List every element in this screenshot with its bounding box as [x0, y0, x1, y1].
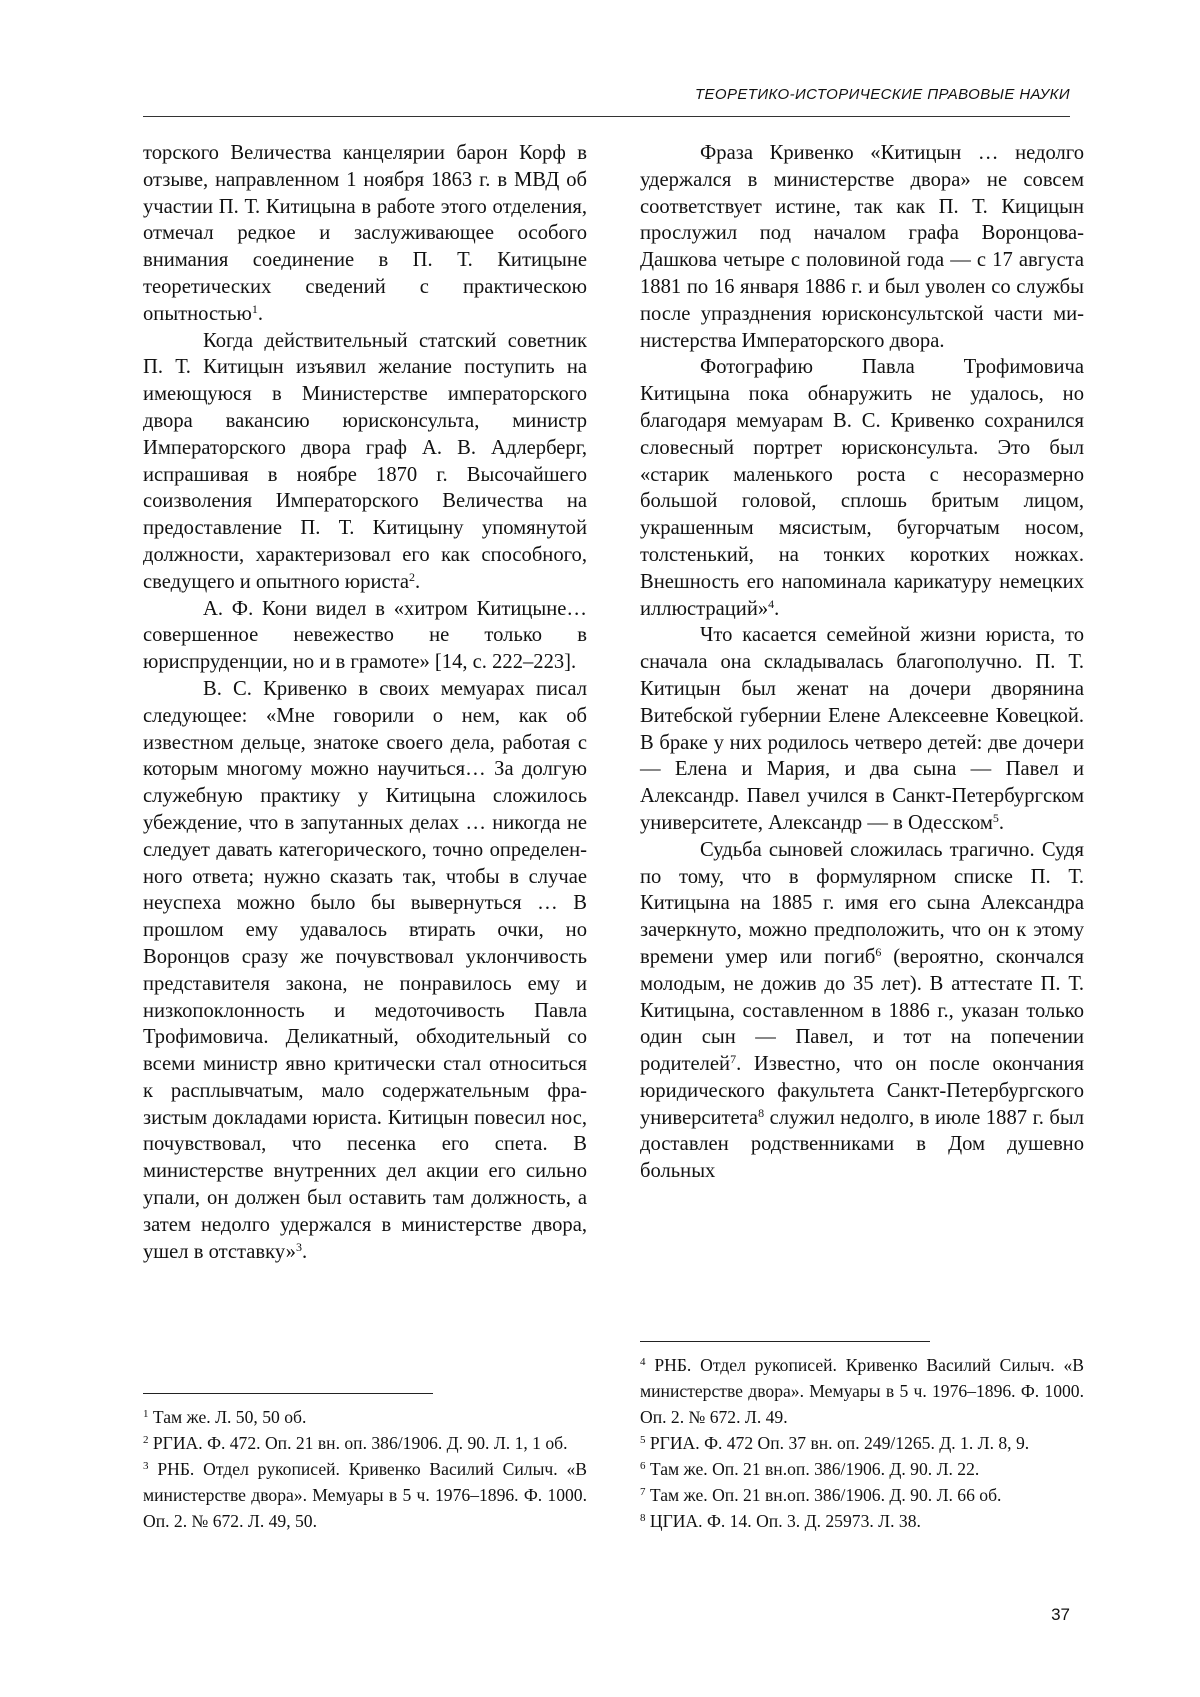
footnote [143, 1404, 587, 1430]
footnote-text: Там же. Л. 50, 50 об. [148, 1407, 307, 1427]
footnote-number: 4 [640, 1356, 646, 1368]
footnote-number: 2 [143, 1434, 149, 1446]
footnote-number: 1 [143, 1408, 149, 1420]
footnote [640, 1456, 1084, 1482]
paragraph-text: Когда действительный статский советник П. Т. Китицын изъявил желание поступить на имеющуюся в Министерстве императорского двора вакансию юрисконсульта, министр Императорского двора граф А. В. Адлерберг, испрашивая в ноябре 1870 г. Высочайшего соизволения Императорского Величества на предоставление П. Т. Китицыну упомянутой должности, характеризовал его как способного, сведущего и опытного юриста [143, 329, 587, 593]
footnote [640, 1352, 1084, 1430]
paragraph [640, 622, 1084, 836]
left-column [143, 140, 587, 1265]
page-number: 37 [1051, 1605, 1070, 1624]
paragraph [143, 676, 587, 1266]
footnote-text: РГИА. Ф. 472 Оп. 37 вн. оп. 249/1265. Д. 1. Л. 8, 9. [645, 1433, 1030, 1453]
footnote-text: Там же. Оп. 21 вн.оп. 386/1906. Д. 90. Л. 22. [645, 1459, 980, 1479]
paragraph-text: В. С. Кривенко в своих мемуарах писал следующее: «Мне говорили о нем, как об известном дельце, знатоке своего дела, работая с которым многому можно научиться… За долгую служебную практику у Китицына сложилось убеждение, что в запутанных делах … никогда не следует давать категорического, точно определенного ответа; нужно сказать так, чтобы в случае неуспеха можно было бы вывернуться … В прошлом ему удавалось втирать очки, но Воронцов сразу же почувствовал уклончивость представителя закона, не понравилось ему и низкопоклонность и медоточивость Павла Трофимовича. Деликатный, обходительный со всеми министр явно критически стал относиться к расплывчатым, мало содержательным фразистым докладами юриста. Китицын повесил нос, почувствовал, что песенка его спета. В министерстве внутренних дел акции его сильно упали, он должен был оставить там должность, а затем недолго удержался в министерстве двора, ушел в отставку» [143, 677, 587, 1263]
footnote-number: 6 [640, 1460, 646, 1472]
footnote-text: ЦГИА. Ф. 14. Оп. 3. Д. 25973. Л. 38. [645, 1511, 921, 1531]
footnotes-right [640, 1341, 1084, 1534]
footnote-ref[interactable]: 5 [992, 810, 999, 825]
paragraph-end: . [774, 597, 780, 620]
paragraph [143, 140, 587, 328]
footnote-number: 7 [640, 1486, 646, 1498]
footnote-text: Там же. Оп. 21 вн.оп. 386/1906. Д. 90. Л. 66 об. [645, 1485, 1002, 1505]
paragraph: А. Ф. Кони видел в «хитром Китицыне… совершенное невежество не только в юриспруденции, но и в грамоте» [14, с. 222–223]. [143, 597, 587, 674]
footnote [640, 1482, 1084, 1508]
footnote-ref[interactable]: 8 [758, 1105, 765, 1120]
paragraph-text: торского Величества канцелярии барон Корф в отзыве, направленном 1 ноября 1863 г. в МВД об участии П. Т. Китицына в работе этого отделения, отмечал редкое и заслуживающее особого внимания соединение в П. Т. Китицыне теоретических сведений с практическою опытностью [143, 142, 587, 325]
paragraph-end: . [301, 1240, 308, 1263]
footnote-divider [640, 1341, 930, 1342]
paragraph-end: . [257, 302, 264, 325]
right-column [640, 140, 1084, 1185]
paragraph-end: . [998, 811, 1005, 834]
footnote-divider [143, 1393, 433, 1394]
footnote-ref[interactable]: 2 [409, 569, 416, 584]
footnote-ref[interactable]: 4 [768, 596, 775, 611]
paragraph-end: . [415, 570, 421, 593]
footnote-text: РНБ. Отдел рукописей. Кривенко Василий Силыч. «В министерстве двора». Мемуары в 5 ч. 1976–1896. Ф. 1000. Оп. 2. № 672. Л. 49, 50. [143, 1459, 587, 1531]
paragraph-text: Фотографию Павла Трофимовича Китицына пока обнаружить не удалось, но благодаря мемуарам В. С. Кривенко сохранился словесный портрет юрисконсульта. Это был «старик маленького роста с несоразмерно большой головой, сплошь бритым лицом, украшенным мясистым, бугорчатым носом, толстенький, на тонких коротких ножках. Внешность его напоминала карикатуру немецких иллюстраций» [640, 356, 1084, 620]
footnote-number: 8 [640, 1512, 646, 1524]
footnote-text: РНБ. Отдел рукописей. Кривенко Василий Силыч. «В министерстве двора». Мемуары в 5 ч. 1976–1896. Ф. 1000. Оп. 2. № 672. Л. 49. [640, 1355, 1084, 1427]
footnote-ref[interactable]: 1 [251, 301, 258, 316]
footnote [640, 1508, 1084, 1534]
footnote [143, 1430, 587, 1456]
footnote-text: РГИА. Ф. 472. Оп. 21 вн. оп. 386/1906. Д. 90. Л. 1, 1 об. [148, 1433, 568, 1453]
paragraph-text: Судьба сыновей сложилась трагично. Судя по тому, что в формулярном списке П. Т. Китицына на 1885 г. имя его сына Александра зачеркнуто, можно предположить, что он к этому времени умер или погиб [640, 838, 1084, 968]
running-head: ТЕОРЕТИКО-ИСТОРИЧЕСКИЕ ПРАВОВЫЕ НАУКИ [143, 82, 1070, 117]
footnotes-left [143, 1393, 587, 1534]
paragraph-text: (вероятно, скончался молодым, не дожив до 35 лет). В аттестате П. Т. Китицына, составленном в 1886 г., указан только один сын — Павел, и тот на попечении родителей [640, 945, 1084, 1076]
paragraph [143, 328, 587, 596]
paragraph-text: . Известно, что он после окончания юридического факультета Санкт-Петербургского университета [640, 1053, 1084, 1129]
footnote-number: 5 [640, 1434, 646, 1446]
footnote-ref[interactable]: 6 [875, 944, 882, 959]
paragraph-text: Что касается семейной жизни юриста, то сначала она складывалась благополучно. П. Т. Китицын был женат на дочери дворянина Витебской губернии Елене Алексеевне Ковецкой. В браке у них родилось четверо детей: две дочери — Елена и Мария, и два сына — Павел и Александр. Павел учился в Санкт-Петербургском университете, Александр — в Одесском [640, 624, 1084, 834]
paragraph: Фраза Кривенко «Китицын … недолго удержался в министерстве двора» не совсем соответствует истине, так как П. Т. Кицицын прослужил под началом графа Воронцова-Дашкова четыре с половиной года — с 17 августа 1881 по 16 января 1886 г. и был уволен со службы после упразднения юрисконсультской части министерства Императорского двора. [640, 142, 1084, 352]
footnote-number: 3 [143, 1460, 149, 1472]
paragraph [640, 837, 1084, 1185]
footnote-ref[interactable]: 3 [295, 1239, 302, 1254]
footnote [640, 1430, 1084, 1456]
paragraph-text: служил недолго, в июле 1887 г. был доставлен родственниками в Дом душевно больных [640, 1106, 1084, 1183]
footnote [143, 1456, 587, 1534]
paragraph [640, 354, 1084, 622]
footnote-ref[interactable]: 7 [730, 1052, 737, 1067]
